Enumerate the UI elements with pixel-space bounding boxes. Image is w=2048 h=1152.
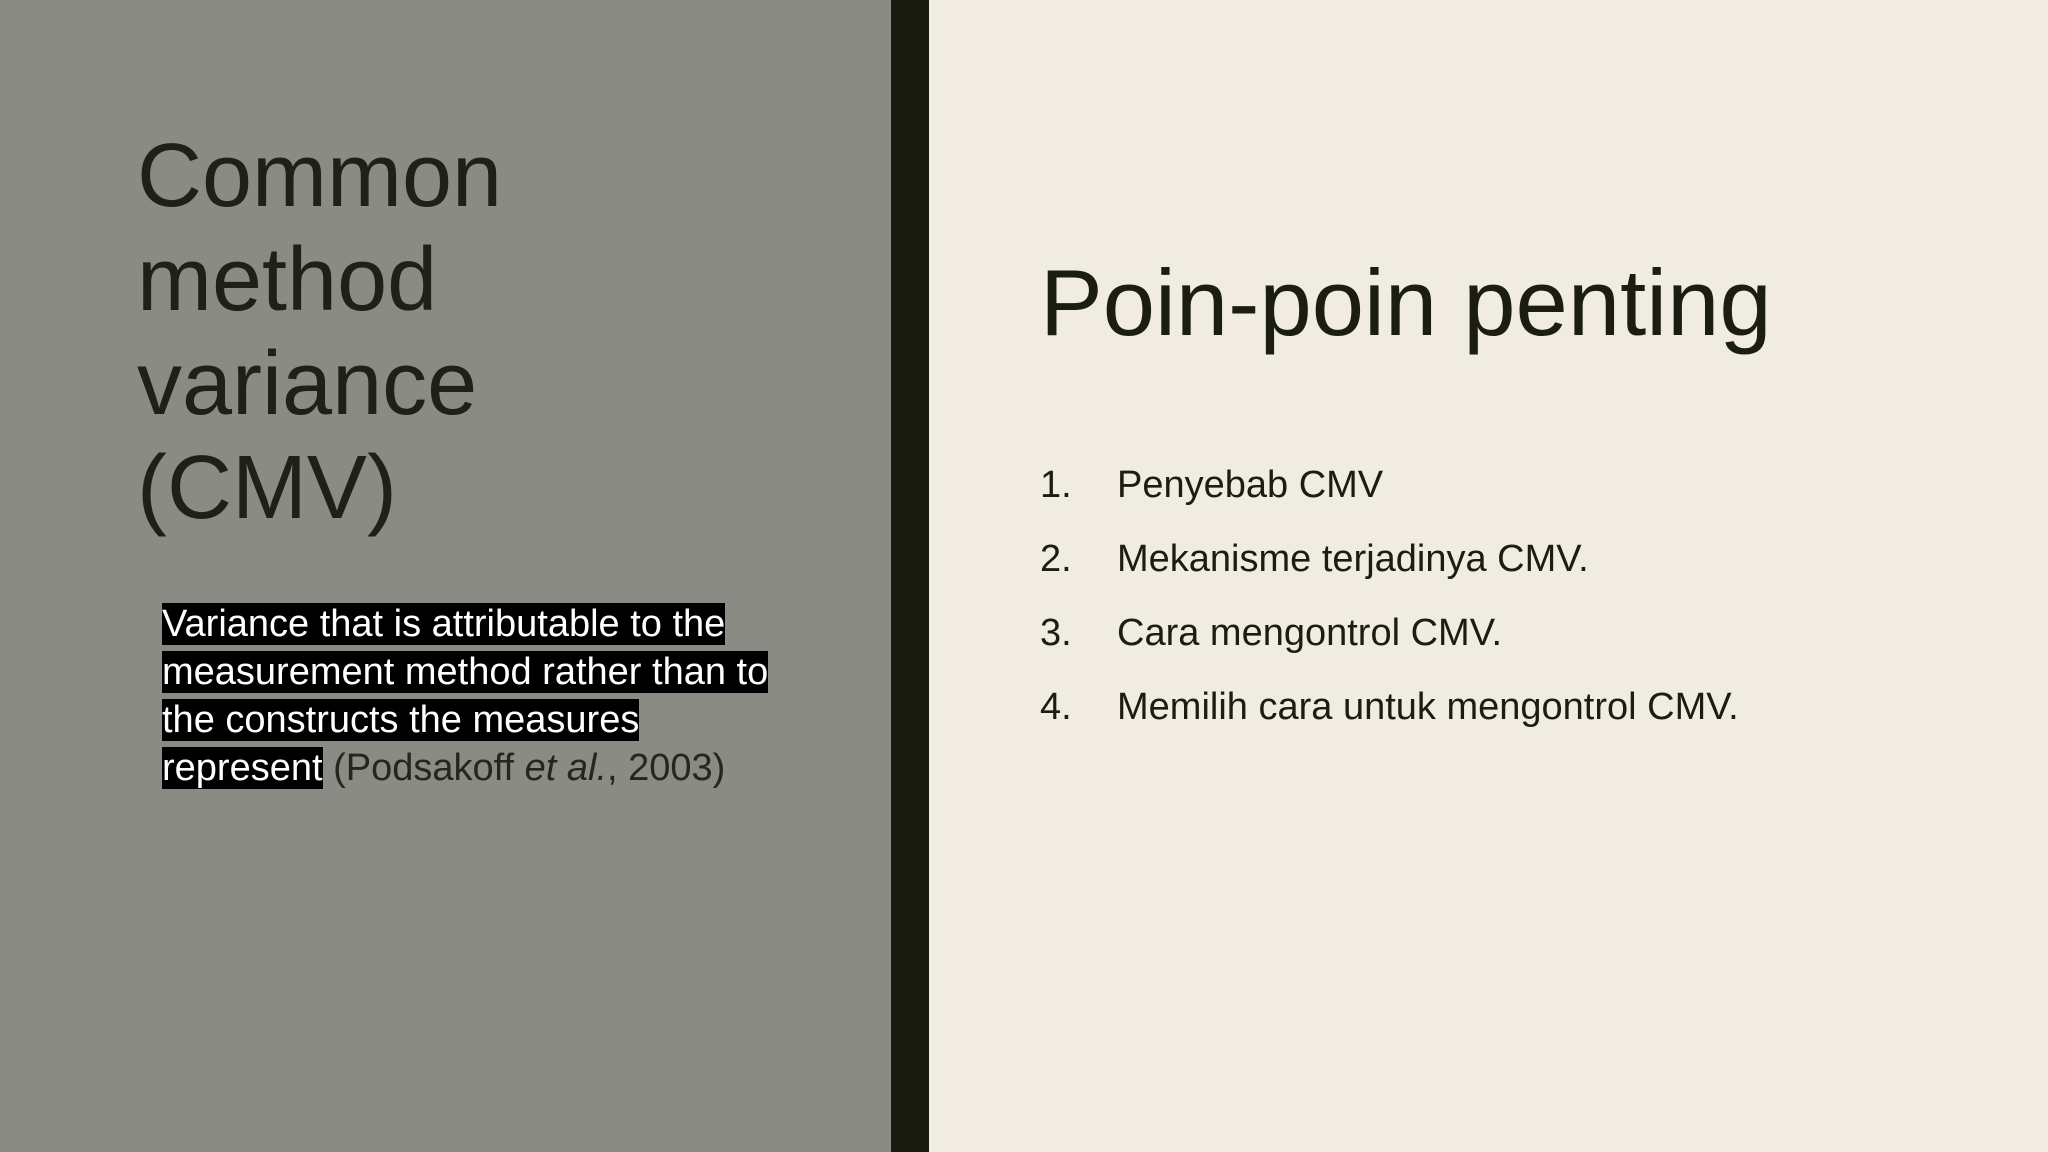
list-item <box>1040 604 1940 678</box>
list-item-text: Memilih cara untuk mengontrol CMV. <box>1117 686 1739 728</box>
slide-title-line: (CMV) <box>137 438 397 538</box>
list-item-number: 1. <box>1040 464 1072 506</box>
points-title: Poin-poin penting <box>1040 250 1772 355</box>
slide-title-line: method <box>137 230 438 330</box>
list-item-number: 3. <box>1040 612 1072 654</box>
list-item <box>1040 530 1940 604</box>
slide-title <box>137 124 837 540</box>
citation-et-al: et al. <box>524 747 608 789</box>
list-item-number: 4. <box>1040 686 1072 728</box>
left-panel <box>0 0 891 1152</box>
selected-definition-text[interactable]: Variance that is attributable to the measurement method rather than to the constructs the measures represent <box>162 603 769 789</box>
list-item <box>1040 456 1940 530</box>
list-item-number: 2. <box>1040 538 1072 580</box>
slide-title-line: Common <box>137 126 503 226</box>
citation-year: , 2003) <box>607 747 726 789</box>
list-item <box>1040 678 1940 752</box>
citation <box>323 747 726 789</box>
panel-divider <box>891 0 929 1152</box>
definition-text <box>162 600 802 792</box>
list-item-text: Cara mengontrol CMV. <box>1117 612 1503 654</box>
citation-author: (Podsakoff <box>322 747 525 789</box>
slide-title-line: variance <box>137 334 478 434</box>
list-item-text: Penyebab CMV <box>1117 464 1384 506</box>
list-item-text: Mekanisme terjadinya CMV. <box>1117 538 1589 580</box>
points-list <box>1040 456 1940 752</box>
